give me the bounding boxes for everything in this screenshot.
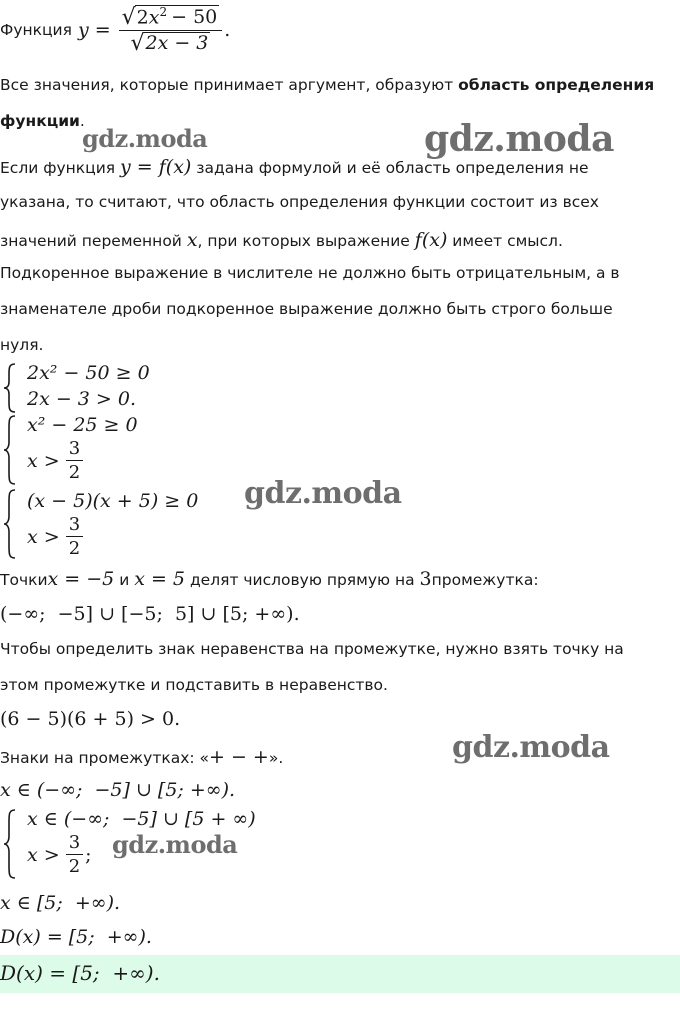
left-brace-icon — [3, 414, 17, 486]
intervals: (−∞; −5] ∪ [−5; 5] ∪ [5; +∞). — [0, 603, 300, 625]
system-3-row-2: x > $\frac{3}{2}$ — [27, 514, 85, 559]
para3-line1: Подкоренное выражение в числителе не должно быть отрицательным, а в — [0, 264, 620, 282]
watermark: gdz.moda — [82, 124, 208, 153]
system-2-row-1: x² − 25 ≥ 0 — [27, 414, 138, 436]
watermark: gdz.moda — [244, 476, 402, 511]
domain-definition-line2: функции. — [0, 112, 85, 130]
system-2-row-2: x > $\frac{3}{2}$ — [27, 438, 85, 483]
para4-line1: Чтобы определить знак неравенства на промежутке, нужно взять точку на — [0, 640, 624, 658]
system-1 — [0, 362, 300, 414]
system-1-row-2: 2x − 3 > 0. — [27, 388, 137, 410]
watermark: gdz.moda — [112, 830, 238, 859]
result-line-2: D(x) = [5; +∞). — [0, 926, 152, 948]
left-brace-icon — [3, 808, 17, 880]
equals-sign: = — [94, 19, 111, 41]
function-definition: Функция y = √ $2x^2 - 50$ √ 2x − 3 . — [0, 4, 231, 56]
para2-line3: значений переменной x, при которых выражение f(x) имеет смысл. — [0, 229, 563, 251]
final-answer: D(x) = [5; +∞). — [0, 961, 160, 985]
function-label: Функция — [0, 21, 72, 39]
numerator-radical: √ $2x^2 - 50$ — [121, 4, 218, 31]
left-brace-icon — [3, 488, 17, 560]
para2-line2: указана, то считают, что область определения функции состоит из всех — [0, 193, 599, 211]
denominator-radical: √ 2x − 3 — [130, 31, 209, 56]
para3-line3: нуля. — [0, 336, 44, 354]
para2-line1: Если функция y = f(x) задана формулой и её область определения не — [0, 156, 589, 178]
sign-check: (6 − 5)(6 + 5) > 0. — [0, 708, 181, 730]
left-brace-icon — [3, 362, 17, 414]
signs-line: Знаки на промежутках: « + − + ». — [0, 746, 284, 768]
result-line-1: x ∈ [5; +∞). — [0, 892, 121, 914]
union-result: x ∈ (−∞; −5] ∪ [5; +∞). — [0, 779, 236, 801]
term-domain: область определения — [458, 76, 655, 94]
system-4-row-1: x ∈ (−∞; −5] ∪ [5 + ∞) — [27, 808, 256, 830]
para4-line2: этом промежутке и подставить в неравенство. — [0, 676, 388, 694]
term-function: функции — [0, 112, 80, 130]
watermark: gdz.moda — [424, 118, 614, 160]
system-4-row-2: x > $\frac{3}{2}$ ; — [27, 832, 92, 877]
system-1-row-1: 2x² − 50 ≥ 0 — [27, 362, 150, 384]
function-fraction — [119, 5, 223, 55]
watermark: gdz.moda — [452, 730, 610, 765]
function-variable: y — [77, 19, 89, 41]
system-3-row-1: (x − 5)(x + 5) ≥ 0 — [27, 490, 199, 512]
para3-line2: знаменателе дроби подкоренное выражение должно быть строго больше — [0, 300, 613, 318]
domain-definition-line1: Все значения, которые принимает аргумент, образуют область определения — [0, 76, 655, 94]
points-line: Точки x = −5 и x = 5 делят числовую прямую на 3 промежутка: — [0, 568, 539, 590]
